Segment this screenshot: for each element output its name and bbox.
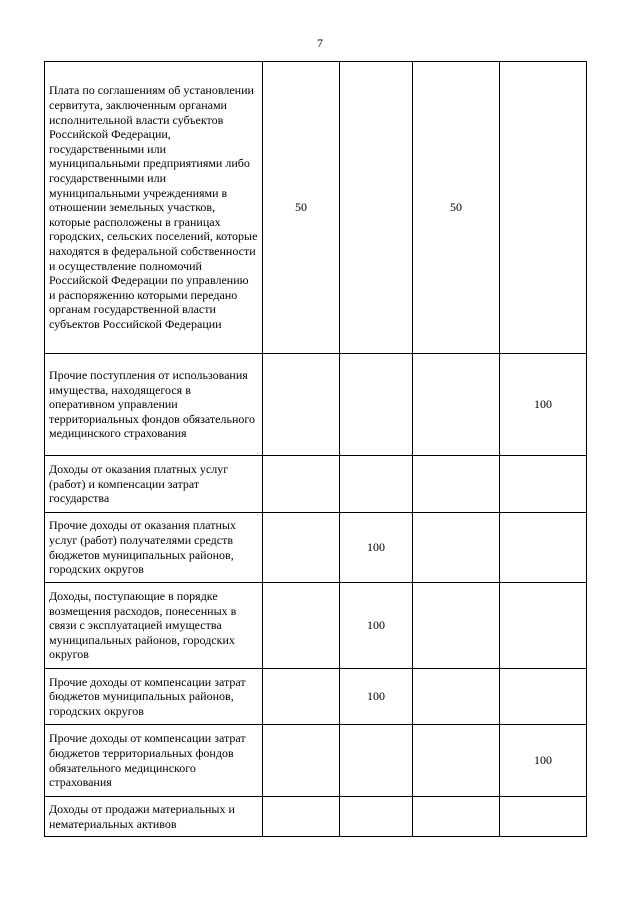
value-cell bbox=[413, 669, 500, 725]
page-number: 7 bbox=[317, 36, 323, 50]
value-cell bbox=[413, 456, 500, 513]
value-cell bbox=[500, 62, 587, 354]
value-cell bbox=[340, 62, 413, 354]
value-cell bbox=[500, 583, 587, 669]
value-cell bbox=[500, 797, 587, 837]
value-cell bbox=[263, 725, 340, 797]
income-description: Прочие доходы от компенсации затрат бюджетов муниципальных районов, городских округов bbox=[45, 669, 263, 725]
value-cell bbox=[500, 513, 587, 583]
value-cell: 100 bbox=[340, 669, 413, 725]
value-cell: 100 bbox=[340, 513, 413, 583]
value-cell bbox=[263, 354, 340, 456]
table-row bbox=[45, 797, 587, 837]
value-cell bbox=[500, 669, 587, 725]
value-cell bbox=[413, 725, 500, 797]
value-cell: 100 bbox=[340, 583, 413, 669]
table-row bbox=[45, 725, 587, 797]
value-cell bbox=[413, 354, 500, 456]
value-cell bbox=[340, 797, 413, 837]
table-row bbox=[45, 669, 587, 725]
value-cell bbox=[263, 669, 340, 725]
income-description: Доходы, поступающие в порядке возмещения расходов, понесенных в связи с эксплуатацией имущества муниципальных районов, городских округов bbox=[45, 583, 263, 669]
income-description: Плата по соглашениям об установлении сервитута, заключенным органами исполнительной власти субъектов Российской Федерации, государственными или муниципальными предприятиями либо государственными или муниципальными учреждениями в отношении земельных участков, которые расположены в границах городских, сельских поселений, которые находятся в федеральной собственности и осуществление полномочий Российской Федерации по управлению и распоряжению которыми передано органам государственной власти субъектов Российской Федерации bbox=[45, 62, 263, 354]
income-description: Прочие поступления от использования имущества, находящегося в оперативном управлении территориальных фондов обязательного медицинского страхования bbox=[45, 354, 263, 456]
value-cell bbox=[340, 725, 413, 797]
income-description: Прочие доходы от компенсации затрат бюджетов территориальных фондов обязательного медицинского страхования bbox=[45, 725, 263, 797]
value-cell: 50 bbox=[413, 62, 500, 354]
table-row bbox=[45, 456, 587, 513]
value-cell bbox=[263, 797, 340, 837]
value-cell bbox=[413, 583, 500, 669]
value-cell bbox=[413, 797, 500, 837]
value-cell: 100 bbox=[500, 725, 587, 797]
revenue-distribution-table bbox=[44, 61, 587, 837]
value-cell bbox=[263, 583, 340, 669]
table-row bbox=[45, 583, 587, 669]
income-description: Доходы от оказания платных услуг (работ) и компенсации затрат государства bbox=[45, 456, 263, 513]
table-row bbox=[45, 513, 587, 583]
value-cell bbox=[340, 354, 413, 456]
income-description: Прочие доходы от оказания платных услуг (работ) получателями средств бюджетов муниципальных районов, городских округов bbox=[45, 513, 263, 583]
value-cell: 100 bbox=[500, 354, 587, 456]
table-row bbox=[45, 62, 587, 354]
value-cell bbox=[413, 513, 500, 583]
value-cell bbox=[340, 456, 413, 513]
value-cell bbox=[500, 456, 587, 513]
income-description: Доходы от продажи материальных и нематериальных активов bbox=[45, 797, 263, 837]
value-cell: 50 bbox=[263, 62, 340, 354]
table-row bbox=[45, 354, 587, 456]
value-cell bbox=[263, 456, 340, 513]
value-cell bbox=[263, 513, 340, 583]
